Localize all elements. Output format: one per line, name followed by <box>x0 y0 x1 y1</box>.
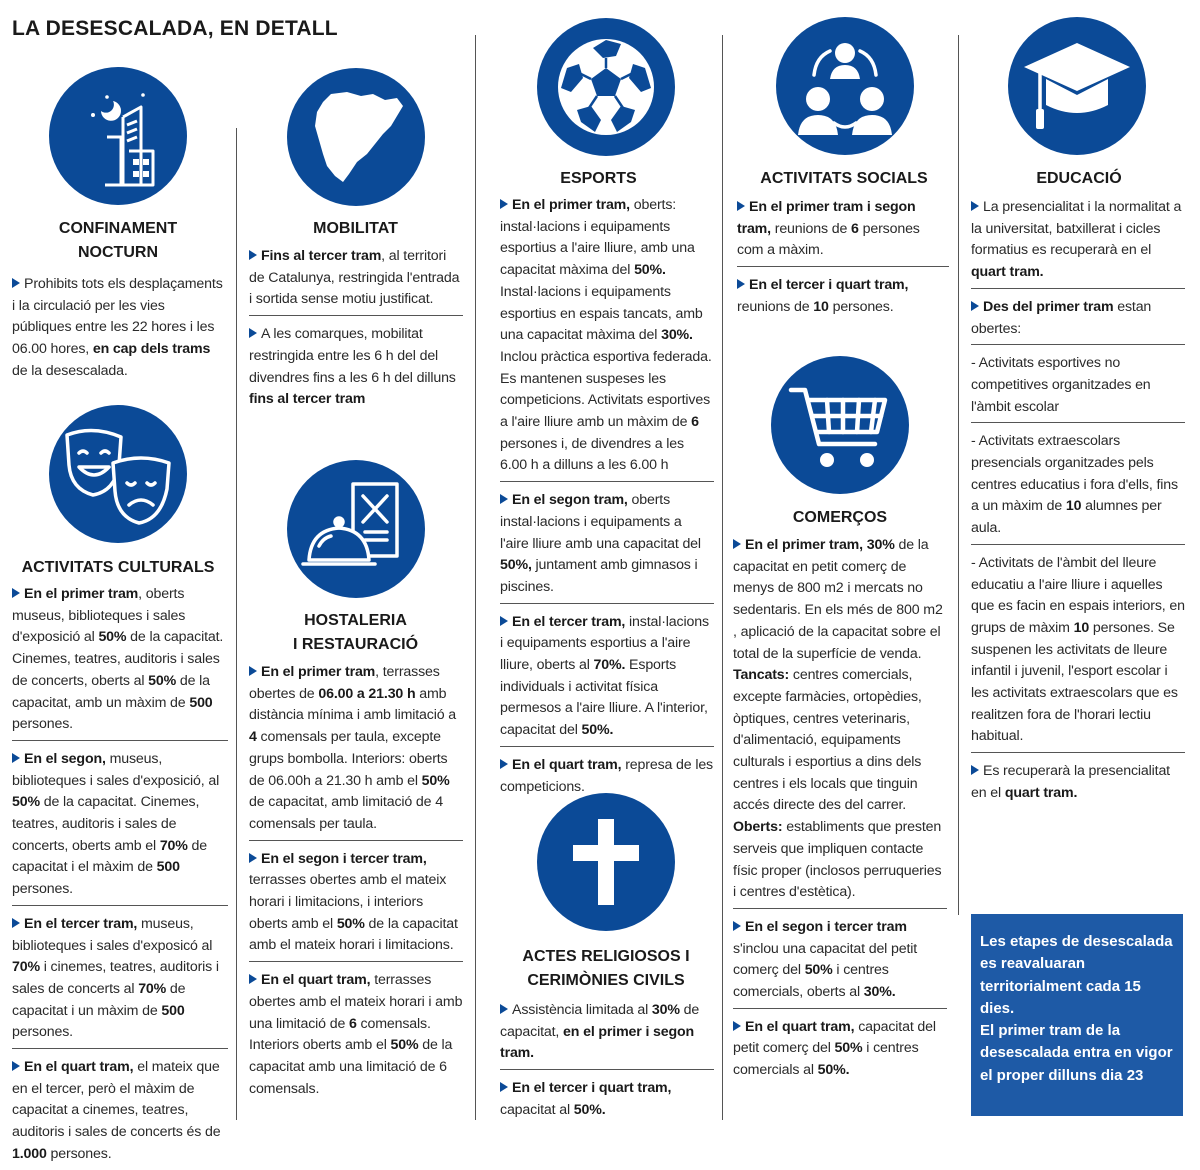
text-run: Oberts: <box>733 819 783 836</box>
text-run: 10 <box>1073 619 1090 636</box>
text-run: terrasses obertes amb el mateix horari i amb una limitació de <box>249 972 463 1032</box>
text-run: En el segon tram, <box>512 492 628 509</box>
text-run: de la capacitat amb una limitació de 6 comensals. <box>249 1037 453 1097</box>
paragraph <box>249 849 463 958</box>
text-run: de capacitat i un màxim de <box>12 980 186 1019</box>
text-run: En el primer tram, <box>512 197 630 213</box>
text-run: oberts: instal·lacions i equipaments esportius a l'aire lliure, amb una capacitat màxima del <box>500 197 695 279</box>
note-line: El primer tram de la desescalada entra en vigor el proper dilluns dia 23 <box>980 1022 1173 1084</box>
section-heading <box>0 556 236 580</box>
text-run: 06.00 a 21.30 h <box>318 685 416 702</box>
section-heading <box>0 217 236 265</box>
text-block <box>249 324 463 415</box>
section-heading <box>475 167 722 191</box>
paragraph <box>971 297 1185 340</box>
section-heading <box>236 217 475 241</box>
text-run: reunions de <box>770 220 852 237</box>
text-run: 70% <box>138 980 167 997</box>
text-run: 1.000 <box>12 1145 47 1162</box>
text-run: 50% <box>148 672 177 689</box>
text-run: terrasses obertes amb el mateix horari i limitacions, i interiors oberts amb el <box>249 872 447 932</box>
text-run: oberts instal·lacions i equipaments a l'aire lliure amb una capacitat del <box>500 492 701 552</box>
text-run: quart tram. <box>1004 784 1078 801</box>
text-run: 4 <box>249 729 257 746</box>
bullet-triangle-icon <box>737 201 745 211</box>
paragraph <box>500 1078 714 1121</box>
bullet-triangle-icon <box>733 539 741 549</box>
paragraph <box>971 353 1185 418</box>
paragraph <box>249 246 463 311</box>
text-run: Es recuperarà la presencialitat en el <box>971 763 1170 801</box>
bullet-triangle-icon <box>249 853 257 863</box>
text-run: En el segon i tercer tram <box>745 918 907 935</box>
shopping-cart-icon <box>771 356 909 494</box>
text-run: museus, biblioteques i sales d'exposició, al <box>12 750 220 789</box>
text-run: Inclou pràctica esportiva federada. Es mantenen suspeses les competicions. Activitats esportives a l'aire lliure amb un màxim de <box>500 348 712 431</box>
text-run: 6 <box>691 414 699 431</box>
bullet-triangle-icon <box>500 759 508 769</box>
text-run: A les comarques, mobilitat restringida entre les 6 h del del divendres fins a les 6 h del dilluns <box>249 326 456 386</box>
text-run: Assistència limitada al <box>512 1002 652 1018</box>
text-run: , al territori de Catalunya, restringida l'entrada i sortida sense motiu justificat. <box>249 248 460 308</box>
text-run: 30%. <box>863 984 896 1001</box>
paragraph <box>500 195 714 477</box>
text-run: 50% <box>12 794 40 811</box>
restaurant-menu-icon <box>287 460 425 598</box>
text-run: 50%. <box>573 1101 606 1118</box>
text-run: En el primer tram i segon tram, <box>737 199 916 237</box>
text-run: En el segon i tercer tram, <box>261 850 427 867</box>
theater-masks-icon <box>49 405 187 543</box>
text-block <box>733 917 947 1009</box>
text-run: de capacitat, amb limitació de 4 comensals per taula. <box>249 794 443 832</box>
text-run: capacitat del petit comerç del <box>733 1018 936 1057</box>
text-run: 50% <box>834 1040 863 1057</box>
paragraph <box>249 970 463 1100</box>
text-run: museus, biblioteques i sales d'exposicó al <box>12 915 213 954</box>
paragraph <box>500 490 714 599</box>
socials-text <box>737 197 949 323</box>
paragraph <box>500 755 714 798</box>
paragraph <box>249 662 463 836</box>
text-run: 70%. <box>593 657 626 674</box>
text-run: 6 <box>348 1015 357 1032</box>
culturals-text <box>12 584 228 1170</box>
text-block <box>249 970 463 1104</box>
text-run: Esports individuals i activitat física permesos a l'aire lliure. A l'interior, capacitat del <box>500 657 708 739</box>
text-run: i cinemes, teatres, auditoris i sales de concerts al <box>12 959 219 997</box>
text-run: En el tercer i quart tram, <box>749 277 909 294</box>
paragraph <box>12 1057 228 1166</box>
text-run: en el primer i segon tram. <box>500 1023 695 1062</box>
text-block <box>971 761 1185 808</box>
text-run: persones. <box>12 1024 73 1041</box>
heading-line: EDUCACIÓ <box>1036 170 1122 187</box>
text-run: centres comercials, excepte farmàcies, ortopèdies, òptiques, centres veterinaris, d'alimentació, equipaments culturals i esportius a dins dels centres i els locals que tinguin accés directe des del carrer. <box>733 667 922 814</box>
paragraph <box>12 914 228 1044</box>
esports-text <box>500 195 714 802</box>
paragraph <box>500 1000 714 1065</box>
text-block <box>500 195 714 482</box>
religiosos-text <box>500 1000 714 1126</box>
text-run: 50% <box>390 1037 419 1054</box>
educacio-text <box>971 197 1185 809</box>
cross-icon <box>537 793 675 931</box>
text-run: instal·lacions i equipaments esportius a l'aire lliure, oberts al <box>500 613 709 674</box>
night-city-icon <box>49 67 187 205</box>
heading-line: MOBILITAT <box>313 220 398 237</box>
text-run: 50% <box>804 962 833 979</box>
text-run: 70% <box>159 837 188 854</box>
text-run: 50%. <box>634 262 666 279</box>
text-run: persones. <box>46 1145 112 1162</box>
paragraph <box>971 761 1185 804</box>
text-run: el mateix que en el tercer, però el màxim de capacitat a cinemes, teatres, auditoris i sales de concerts és de <box>12 1059 221 1141</box>
paragraph <box>971 553 1185 748</box>
text-run: capacitat al <box>500 1101 574 1118</box>
text-run: establiments que presten serveis que impliquen contacte físic proper (inclosos perruqueries i centres d'estètica). <box>733 819 942 901</box>
text-run: 10 <box>813 298 829 315</box>
text-run: comensals. Interiors oberts amb el <box>249 1015 431 1054</box>
paragraph <box>733 917 947 1004</box>
people-group-icon <box>776 17 914 155</box>
hostaleria-text <box>249 662 463 1104</box>
text-run: en cap dels trams <box>92 341 211 358</box>
text-run: - Activitats esportives no competitives organitzades en l'àmbit escolar <box>971 355 1151 415</box>
text-run: Prohibits tots els desplaçaments i la circulació per les vies públiques entre les 22 hores i les 06.00 hores, <box>12 276 223 358</box>
bullet-triangle-icon <box>12 588 20 598</box>
text-block <box>733 1017 947 1086</box>
section-heading <box>722 506 958 530</box>
text-run: En el segon, <box>24 750 106 767</box>
text-run: , terrasses obertes de <box>249 664 440 702</box>
text-run: 50% <box>421 772 450 789</box>
paragraph <box>737 275 949 318</box>
text-block <box>737 197 949 267</box>
text-run: Fins al tercer tram <box>261 248 382 264</box>
bullet-triangle-icon <box>12 1061 20 1071</box>
text-run: fins al tercer tram <box>249 391 366 408</box>
text-block <box>500 1078 714 1125</box>
page-title: LA DESESCALADA, EN DETALL <box>12 17 338 40</box>
paragraph <box>12 274 224 383</box>
heading-line: I RESTAURACIÓ <box>292 636 419 653</box>
heading-line: ACTIVITATS CULTURALS <box>21 559 215 576</box>
text-run: 70% <box>12 959 40 976</box>
heading-line: ESPORTS <box>560 170 637 187</box>
bullet-triangle-icon <box>500 199 508 209</box>
text-block <box>500 612 714 747</box>
text-run: En el quart tram, <box>745 1018 855 1035</box>
text-run: 500 <box>156 859 180 876</box>
soccer-ball-icon <box>537 18 675 156</box>
mobilitat-text <box>249 246 463 415</box>
text-run: 30% <box>651 1002 680 1018</box>
text-run: i centres comercials, oberts al <box>733 962 889 1001</box>
text-run: 10 <box>1065 498 1082 515</box>
bullet-triangle-icon <box>500 1004 508 1014</box>
text-block <box>971 431 1185 545</box>
text-run: 50%. <box>581 722 614 739</box>
section-heading <box>722 167 966 191</box>
text-run: comensals per taula, excepte grups bombolla. Interiors: oberts de 06.00h a 21.30 h amb el <box>249 729 448 789</box>
text-block <box>12 274 224 387</box>
text-run: En el quart tram, <box>24 1059 134 1076</box>
text-block <box>500 490 714 604</box>
text-run: persones. <box>12 881 73 898</box>
text-run: 30%. <box>661 327 693 344</box>
text-block <box>737 275 949 322</box>
text-run: persones. Se suspenen les activitats de lleure infantil i juvenil, l'esport escolar i les activitats extraescolars que es realitzen fora de l'horari lectiu habitual. <box>971 619 1178 745</box>
section-heading <box>958 167 1200 191</box>
text-block <box>249 246 463 316</box>
text-block <box>733 535 947 909</box>
heading-line: ACTES RELIGIOSOS I <box>522 948 690 965</box>
text-block <box>971 353 1185 423</box>
text-run: 6 <box>851 220 859 237</box>
text-run: de la capacitat amb el mateix horari i limitacions. <box>249 915 458 954</box>
bullet-triangle-icon <box>249 328 257 338</box>
bullet-triangle-icon <box>971 201 979 211</box>
text-run: de la capacitat, amb un màxim de <box>12 672 210 711</box>
text-block <box>971 297 1185 345</box>
text-run: Des del primer tram <box>983 298 1114 315</box>
paragraph <box>971 431 1185 540</box>
text-run: 50% <box>336 915 365 932</box>
paragraph <box>733 535 947 904</box>
text-run: de la capacitat en petit comerç de menys de 800 m2 i mercats no sedentaris. En els més de 800 m2 , aplicació de la capacitat sobre el total de la superfície de venda. <box>733 537 943 662</box>
text-run: En el quart tram, <box>261 972 371 989</box>
confinament-text <box>12 274 224 387</box>
text-run: En el primer tram, 30% <box>745 537 895 553</box>
paragraph <box>971 197 1185 284</box>
paragraph <box>733 1017 947 1082</box>
text-run: reunions de <box>737 298 814 315</box>
text-run: persones. <box>828 298 894 315</box>
text-run: de capacitat, <box>500 1002 700 1040</box>
text-run: persones com a màxim. <box>737 220 920 259</box>
paragraph <box>737 197 949 262</box>
text-run: En el quart tram, <box>512 756 622 773</box>
text-run: Instal·lacions i equipaments esportius en espais tancats, amb una capacitat màxima del <box>500 283 703 344</box>
text-run: En el tercer tram, <box>24 915 138 932</box>
text-run: Tancats: <box>733 667 790 684</box>
text-run: juntament amb gimnasos i piscines. <box>500 557 698 595</box>
paragraph <box>12 749 228 901</box>
text-block <box>12 1057 228 1170</box>
text-run: persones i, de divendres a les 6.00 h a dilluns a les 6.00 h <box>500 435 684 474</box>
text-block <box>12 584 228 741</box>
bullet-triangle-icon <box>12 918 20 928</box>
bullet-triangle-icon <box>249 250 257 260</box>
bullet-triangle-icon <box>500 1082 508 1092</box>
text-block <box>249 662 463 841</box>
paragraph <box>12 584 228 736</box>
bullet-triangle-icon <box>249 974 257 984</box>
text-run: 500 <box>189 694 213 711</box>
graduation-cap-icon <box>1008 17 1146 155</box>
text-run: - Activitats extraescolars presencials organitzades pels centres educatius i fora d'ells, fins a un màxim de <box>971 433 1178 515</box>
text-run: i centres comercials al <box>733 1040 919 1079</box>
text-block <box>249 849 463 963</box>
text-run: - Activitats de l'àmbit del lleure educatiu a l'aire lliure i aquelles que es facin en espais interiors, en grups de màxim <box>971 554 1185 636</box>
text-block <box>971 553 1185 753</box>
text-run: de la capacitat. Cinemes, teatres, auditoris i sales de concerts, oberts amb el <box>12 794 200 854</box>
text-run: 50%, <box>500 557 532 574</box>
text-run: de la desescalada. <box>12 362 128 379</box>
heading-line: CONFINAMENT <box>58 220 178 237</box>
bullet-triangle-icon <box>500 616 508 626</box>
text-run: s'inclou una capacitat del petit comerç del <box>733 940 918 979</box>
text-run: alumnes per aula. <box>971 498 1162 537</box>
text-run: de capacitat i el màxim de <box>12 837 208 876</box>
text-run: En el tercer tram, <box>512 613 626 630</box>
heading-line: COMERÇOS <box>792 509 888 526</box>
text-run: amb distància mínima i amb limitació a <box>249 685 456 724</box>
catalonia-map-icon <box>287 68 425 206</box>
text-run: 50%. <box>817 1062 850 1079</box>
heading-line: HOSTALERIA <box>304 612 407 629</box>
section-heading <box>236 609 475 657</box>
text-run: 50% <box>98 629 127 646</box>
text-run: En el primer tram <box>261 664 376 680</box>
bullet-triangle-icon <box>733 921 741 931</box>
text-block <box>12 914 228 1049</box>
text-run: En el primer tram <box>24 586 139 602</box>
note-line: Les etapes de desescalada es reavaluaran territorialment cada 15 dies. <box>980 933 1173 1017</box>
text-run: , oberts museus, biblioteques i sales d'exposició al <box>12 586 186 646</box>
comercos-text <box>733 535 947 1086</box>
text-run: quart tram. <box>971 264 1044 281</box>
text-run: En el tercer i quart tram, <box>512 1080 672 1097</box>
bullet-triangle-icon <box>971 301 979 311</box>
bullet-triangle-icon <box>12 753 20 763</box>
text-run: La presencialitat i la normalitat a la universitat, batxillerat i cicles formatius es recuperarà en el <box>971 199 1182 259</box>
text-run: 500 <box>161 1002 185 1019</box>
text-run: persones. <box>12 716 73 733</box>
text-run: de la capacitat. Cinemes, teatres, auditoris i sales de concerts, oberts al <box>12 629 224 689</box>
text-block <box>12 749 228 906</box>
text-run: represa de les competicions. <box>500 756 714 795</box>
bullet-triangle-icon <box>733 1021 741 1031</box>
text-run: estan obertes: <box>971 298 1152 337</box>
bullet-triangle-icon <box>971 765 979 775</box>
bullet-triangle-icon <box>737 279 745 289</box>
text-block <box>971 197 1185 289</box>
paragraph <box>249 324 463 411</box>
paragraph <box>500 612 714 742</box>
reassessment-note <box>971 914 1183 1116</box>
bullet-triangle-icon <box>500 494 508 504</box>
heading-line: CERIMÒNIES CIVILS <box>527 972 685 989</box>
section-heading <box>475 945 737 993</box>
bullet-triangle-icon <box>12 278 20 288</box>
heading-line: ACTIVITATS SOCIALS <box>760 170 928 187</box>
heading-line: NOCTURN <box>78 244 158 261</box>
text-block <box>500 1000 714 1070</box>
bullet-triangle-icon <box>249 666 257 676</box>
